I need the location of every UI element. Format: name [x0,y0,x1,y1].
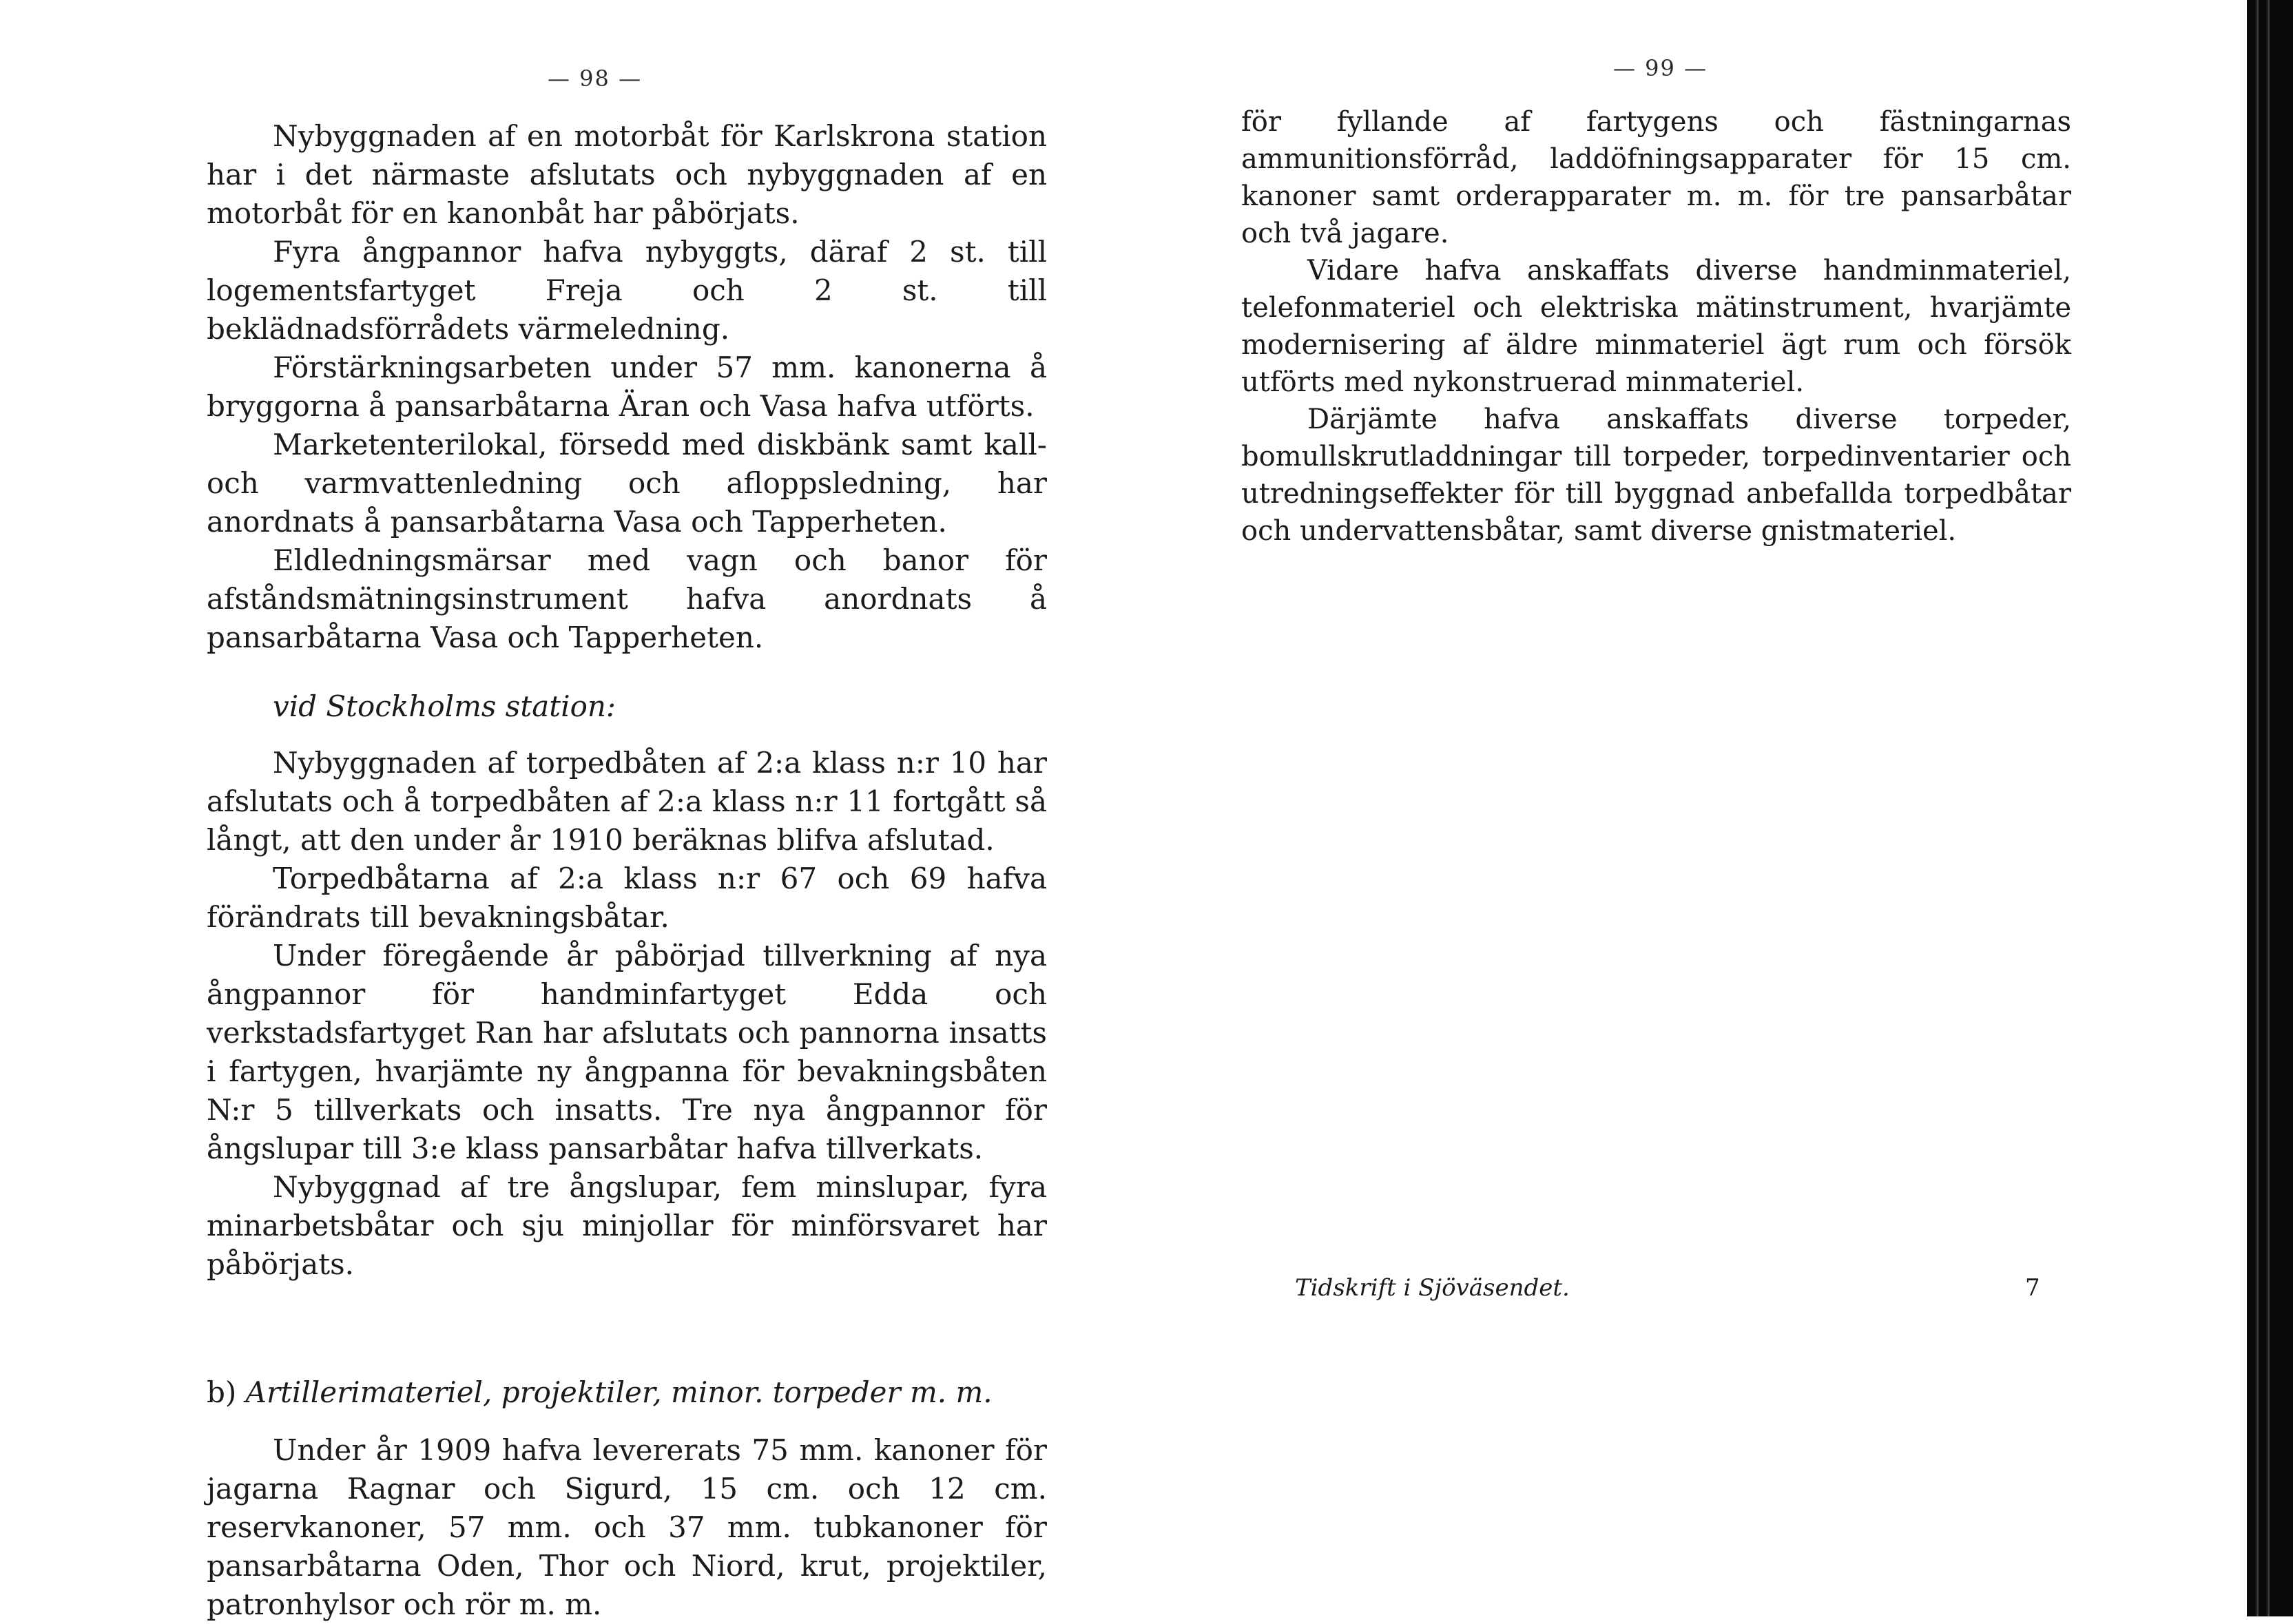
scan-edge-line [2268,0,2270,1616]
page-number: — 98 — [548,65,643,92]
paragraph: Förstärkningsarbeten under 57 mm. kanonerna å bryggorna å pansarbåtarna Äran och Vasa hafva utförts. [207,351,1047,423]
page-number: — 99 — [1613,55,1708,81]
paragraph: Marketenterilokal, försedd med diskbänk samt kall- och varmvattenledning och afloppsledning, har anordnats å pansarbåtarna Vasa och Tapperheten. [207,428,1047,539]
paragraph: Fyra ångpannor hafva nybyggts, däraf 2 st. till logementsfartyget Freja och 2 st. till beklädnadsförrådets värmeledning. [207,235,1047,346]
scan-edge-border [2247,0,2293,1616]
paragraph: Nybyggnad af tre ångslupar, fem minslupar, fyra minarbetsbåtar och sju minjollar för minförsvaret har påbörjats. [207,1170,1047,1281]
sheet-number: 7 [2025,1274,2040,1302]
section-b-title: Artillerimateriel, projektiler, minor. torpeder m. m. [245,1375,993,1409]
section-heading-b [207,1373,1047,1412]
paragraph: Nybyggnaden af en motorbåt för Karlskrona station har i det närmaste afslutats och nybyggnaden af en motorbåt för en kanonbåt har påbörjats. [207,119,1047,230]
continuation-paragraph: för fyllande af fartygens och fästningarnas ammunitionsförråd, laddöfningsapparater för 15 cm. kanoner samt orderapparater m. m. för tre pansarbåtar och två jagare. [1241,106,2071,249]
section-heading-stockholm: vid Stockholms station: [273,689,616,723]
paragraph: Därjämte hafva anskaffats diverse torpeder, bomullskrutladdningar till torpeder, torpedinventarier och utredningseffekter för till byggnad anbefallda torpedbåtar och undervattensbåtar, samt diverse gnistmateriel. [1241,404,2071,547]
paragraph: Vidare hafva anskaffats diverse handminmateriel, telefonmateriel och elektriska mätinstrument, hvarjämte modernisering af äldre minmateriel ägt rum och försök utförts med nykonstruerad minmateriel. [1241,255,2071,398]
right-page [1145,0,2247,1616]
paragraph: Under år 1909 hafva levererats 75 mm. kanoner för jagarna Ragnar och Sigurd, 15 cm. och 12 cm. reservkanoner, 57 mm. och 37 mm. tubkanoner för pansarbåtarna Oden, Thor och Niord, krut, projektiler, patronhylsor och rör m. m. [207,1433,1047,1621]
left-page [0,0,1145,1621]
section-b-prefix: b) [207,1375,237,1409]
paragraph: Torpedbåtarna af 2:a klass n:r 67 och 69 hafva förändrats till bevakningsbåtar. [207,862,1047,934]
paragraph: Nybyggnaden af torpedbåten af 2:a klass n:r 10 har afslutats och å torpedbåten af 2:a klass n:r 11 fortgått så långt, att den under år 1910 beräknas blifva afslutad. [207,746,1047,857]
journal-title-footer: Tidskrift i Sjöväsendet. [1295,1274,1570,1302]
paragraph: Under föregående år påbörjad tillverkning af nya ångpannor för handminfartyget Edda och verkstadsfartyget Ran har afslutats och pannorna insatts i fartygen, hvarjämte ny ångpanna för bevakningsbåten N:r 5 tillverkats och insatts. Tre nya ångpannor för ångslupar till 3:e klass pansarbåtar hafva tillverkats. [207,939,1047,1165]
paragraph: Eldledningsmärsar med vagn och banor för afståndsmätningsinstrument hafva anordnats å pansarbåtarna Vasa och Tapperheten. [207,543,1047,654]
right-text-column [1241,103,2071,550]
left-text-column [207,117,1047,1624]
scan-edge-line [2256,0,2259,1616]
